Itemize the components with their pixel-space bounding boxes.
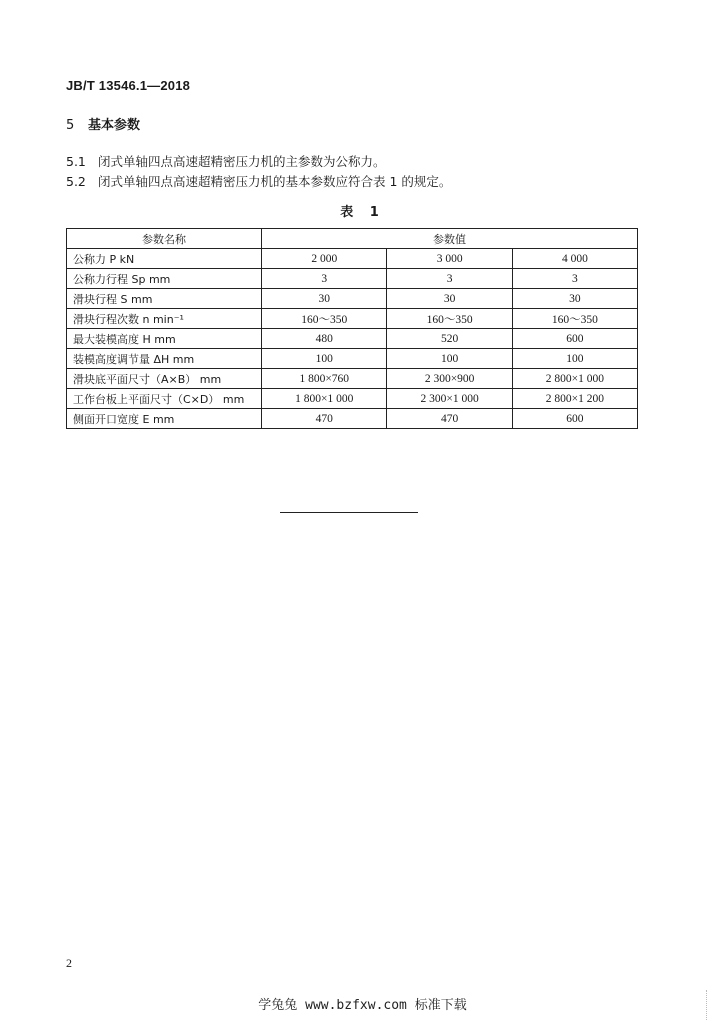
parameter-value-cell: 2 300×900 [387, 369, 512, 389]
parameter-value-cell: 160～350 [512, 309, 637, 329]
table-title: 表 1 [340, 205, 385, 220]
parameter-name-cell: 滑块行程次数 n min⁻¹ [67, 309, 262, 329]
header-parameter-value: 参数值 [262, 229, 638, 249]
section-number: 5 [66, 118, 75, 133]
parameter-name-cell: 最大装模高度 H mm [67, 329, 262, 349]
table-row [67, 329, 638, 349]
clause-5-1 [66, 152, 386, 170]
parameter-value-cell: 2 300×1 000 [387, 389, 512, 409]
parameter-value-cell: 160～350 [262, 309, 387, 329]
parameter-value-cell: 30 [262, 289, 387, 309]
parameter-value-cell: 480 [262, 329, 387, 349]
parameter-value-cell: 3 [262, 269, 387, 289]
table-body [67, 249, 638, 429]
parameter-value-cell: 3 [512, 269, 637, 289]
parameter-name-cell: 公称力行程 Sp mm [67, 269, 262, 289]
clause-number: 5.1 [66, 154, 86, 169]
parameter-value-cell: 2 000 [262, 249, 387, 269]
parameter-value-cell: 1 800×1 000 [262, 389, 387, 409]
header-parameter-name: 参数名称 [67, 229, 262, 249]
parameter-name-cell: 工作台板上平面尺寸（C×D） mm [67, 389, 262, 409]
parameter-value-cell: 100 [262, 349, 387, 369]
section-title: 基本参数 [88, 118, 141, 133]
clause-5-2 [66, 172, 451, 190]
footer-watermark: 学兔兔 www.bzfxw.com 标准下载 [258, 998, 467, 1013]
standard-code: JB/T 13546.1—2018 [66, 78, 191, 93]
parameter-value-cell: 2 800×1 000 [512, 369, 637, 389]
parameter-value-cell: 1 800×760 [262, 369, 387, 389]
parameter-name-cell: 公称力 P kN [67, 249, 262, 269]
clause-number: 5.2 [66, 174, 86, 189]
parameter-name-cell: 滑块行程 S mm [67, 289, 262, 309]
page-number: 2 [66, 956, 72, 970]
parameter-value-cell: 100 [387, 349, 512, 369]
parameter-value-cell: 600 [512, 409, 637, 429]
parameter-value-cell: 30 [387, 289, 512, 309]
parameter-value-cell: 470 [387, 409, 512, 429]
table-row [67, 309, 638, 329]
parameter-value-cell: 100 [512, 349, 637, 369]
table-row [67, 289, 638, 309]
table-row [67, 349, 638, 369]
parameters-table [66, 228, 638, 429]
parameter-value-cell: 30 [512, 289, 637, 309]
clause-text: 闭式单轴四点高速超精密压力机的基本参数应符合表 1 的规定。 [98, 174, 452, 189]
parameter-name-cell: 装模高度调节量 ΔH mm [67, 349, 262, 369]
table-row [67, 269, 638, 289]
parameter-value-cell: 520 [387, 329, 512, 349]
table-row [67, 249, 638, 269]
parameter-value-cell: 160～350 [387, 309, 512, 329]
parameter-value-cell: 3 [387, 269, 512, 289]
table-row [67, 409, 638, 429]
table-row [67, 389, 638, 409]
table-header-row [67, 229, 638, 249]
parameter-value-cell: 2 800×1 200 [512, 389, 637, 409]
table-row [67, 369, 638, 389]
parameter-name-cell: 侧面开口宽度 E mm [67, 409, 262, 429]
parameter-value-cell: 600 [512, 329, 637, 349]
parameter-value-cell: 4 000 [512, 249, 637, 269]
parameter-name-cell: 滑块底平面尺寸（A×B） mm [67, 369, 262, 389]
parameter-value-cell: 470 [262, 409, 387, 429]
section-heading [66, 114, 140, 133]
end-rule [280, 512, 418, 513]
parameter-value-cell: 3 000 [387, 249, 512, 269]
scan-edge-mark [706, 990, 711, 1020]
clause-text: 闭式单轴四点高速超精密压力机的主参数为公称力。 [98, 154, 386, 169]
